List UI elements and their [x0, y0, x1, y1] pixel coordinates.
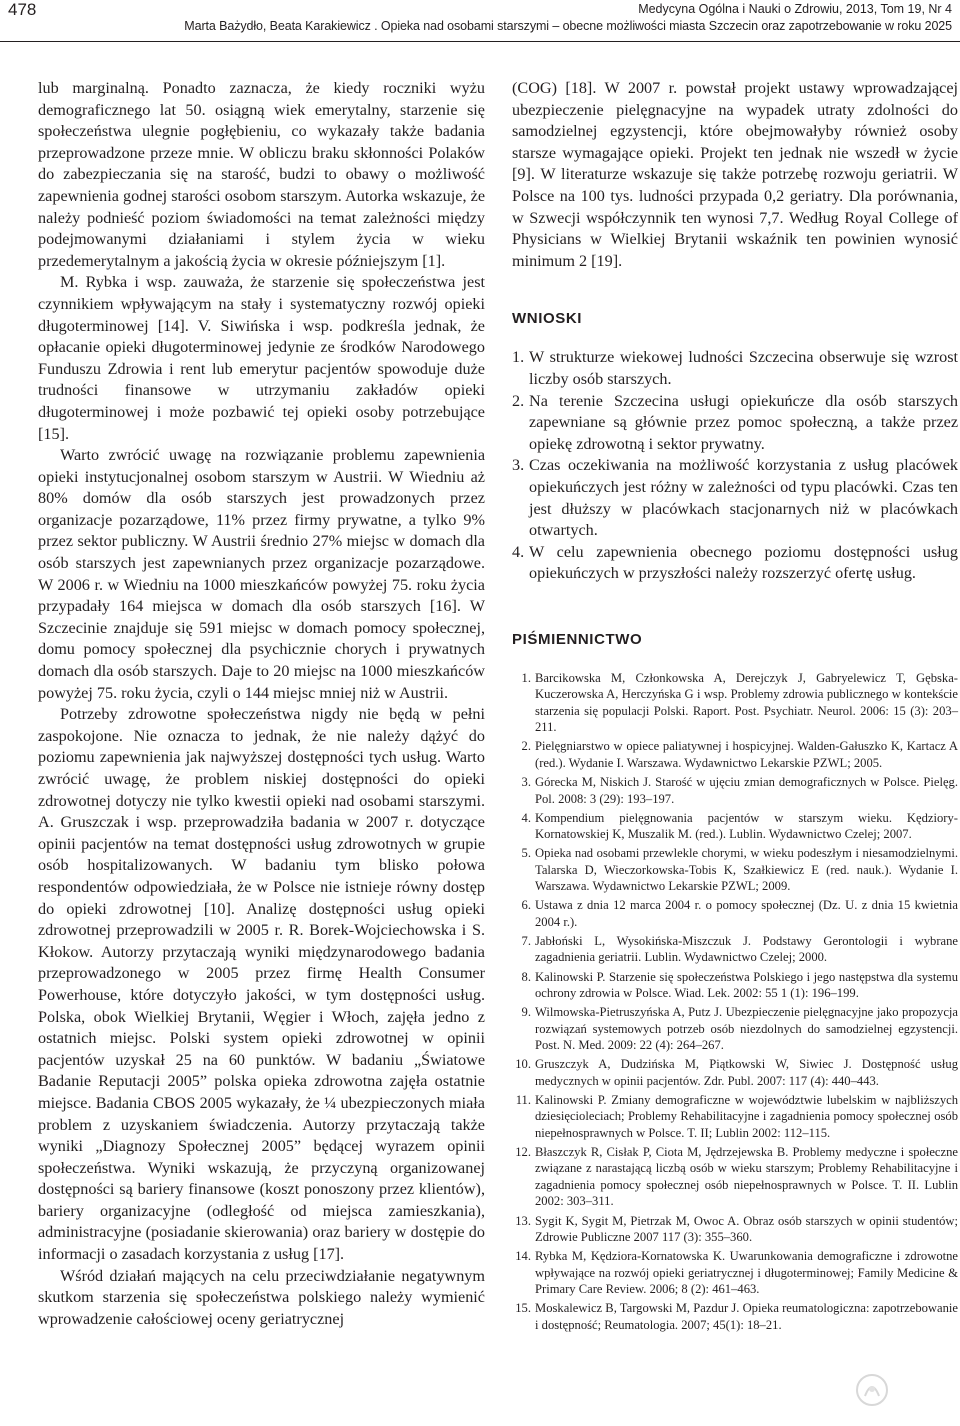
- references-heading: PIŚMIENNICTWO: [512, 630, 643, 648]
- item-number: 1.: [512, 348, 525, 367]
- body-paragraph: Warto zwrócić uwagę na rozwiązanie problemu zapewnienia opieki instytucjonalnej osobom starszym w Austrii. W Wiedniu aż 80% domów dla osób starszych jest prowadzonych przez organizacje pozarządowe, 11% przez firmy prywatne, a tylko 9% przez sektor publiczny. W Austrii średnio 27% miejsc w domach dla osób starszych jest zapewnianych przez organizacje pozarządowe. W 2006 r. w Wiedniu na 1000 mieszkańców powyżej 75. roku życia przypadały 164 miejsca w domach dla osób starszych [16]. W Szczecinie znajduje się 591 miejsc w domach pomocy społecznej, domu pomocy społecznej dla psychicznie chorych i prywatnych domach dla osób starszych. Daje to 20 miejsc na 1000 mieszkańców powyżej 75. roku życia, czyli o 144 miejsc mniej niż w Austrii.: [38, 446, 485, 702]
- reference-text: Pielęgniarstwo w opiece paliatywnej i hospicyjnej. Walden-Gałuszko K, Kartacz A (red.). Wydanie I. Warszawa. Wydawnictwo Lekarskie PZWL; 2005.: [535, 739, 958, 770]
- reference-item: [512, 1004, 958, 1054]
- reference-item: [512, 845, 958, 895]
- body-paragraph: lub marginalną. Ponadto zaznacza, że kiedy roczniki wyżu demograficznego lat 50. osiągną wiek emerytalny, starzenie się społeczeństwa ulegnie pogłębieniu, co wykazały także badania przeprowadzone przeze mnie. W obliczu braku skłonności Polaków do zabezpieczania się na starość, budzi to obawy o możliwość zapewnienia godnej starości osobom starszym. Autorka wskazuje, że należy podnieść poziom świadomości na temat zależności między podejmowanymi działaniami i stylem życia w wieku przedemerytalnym a jakością życia w okresie późniejszym [1].: [38, 79, 485, 270]
- reference-number: 6.: [521, 898, 531, 913]
- reference-item: [512, 1056, 958, 1089]
- references-list: [512, 670, 958, 1333]
- reference-text: Kompendium pielęgnowania pacjentów w starszym wieku. Kędziory-Kornatowskiej K, Muszalik M. (red.). Lublin. Wydawnictwo Czelej; 2007.: [535, 810, 958, 842]
- reference-item: [512, 897, 958, 930]
- list-item: [512, 391, 958, 456]
- journal-title: Medycyna Ogólna i Nauki o Zdrowiu, 2013, Tom 19, Nr 4: [638, 2, 952, 16]
- reference-number: 11.: [515, 1092, 531, 1107]
- reference-number: 12.: [515, 1144, 531, 1159]
- reference-number: 5.: [521, 846, 531, 861]
- reference-text: Gruszczyk A, Dudzińska M, Piątkowski W, Siwiec J. Dostępność usług medycznych w opinii pacjentów. Zdr. Publ. 2007: 117 (4): 440–443.: [535, 1057, 958, 1088]
- list-item: [512, 347, 958, 390]
- item-number: 3.: [512, 456, 525, 475]
- reference-text: Błaszczyk R, Cisłak P, Ciota M, Jędrzejewska B. Problemy medyczne i społeczne związane z narastającą liczbą osób w wieku starszym; Problemy Rehabilitacyjne i zagadnienia pomocy społecznej osób niepełnosprawnych w Polsce. T. II. Lublin 2002: 303–311.: [535, 1144, 958, 1209]
- reference-number: 10.: [515, 1057, 531, 1072]
- reference-number: 15.: [515, 1301, 531, 1316]
- reference-text: Ustawa z dnia 12 marca 2004 r. o pomocy społecznej (Dz. U. z dnia 15 kwietnia 2004 r.).: [535, 898, 958, 929]
- reference-number: 8.: [521, 969, 531, 984]
- reference-item: [512, 774, 958, 807]
- body-paragraph: (COG) [18]. W 2007 r. powstał projekt ustawy wprowadzającej ubezpieczenie pielęgnacyjne na wypadek utraty zdolności do samodzielnej egzystencji, które obejmowałyby również osoby starsze wymagające opieki. Projekt ten jednak nie wszedł w życie [9]. W literaturze wskazuje się także potrzebę rozwoju geriatrii. W Polsce na 100 tys. ludności przypada 0,2 geriatry. Dla porównania, w Szwecji współczynnik ten wynosi 7,7. Według Royal College of Physicians w Wielkiej Brytanii wskaźnik ten powinien wynosić minimum 2 [19].: [512, 79, 958, 270]
- reference-text: Kalinowski P. Zmiany demograficzne w województwie lubelskim w najbliższych dziesięcioleciach; Problemy Rehabilitacyjne i zagadnienia pomocy społecznej osób niepełnosprawnych w Polsce. T. II; Lublin 2002: 112–115.: [535, 1092, 958, 1140]
- list-item: [512, 542, 958, 585]
- item-text: Czas oczekiwania na możliwość korzystania z usług placówek opiekuńczych jest różny w zależności od typu placówki. Czas ten jest dłuższy w placówkach stacjonarnych niż w placówkach otwartych.: [529, 456, 958, 540]
- publisher-watermark-icon: [854, 1372, 890, 1408]
- reference-item: [512, 1300, 958, 1333]
- body-paragraph: M. Rybka i wsp. zauważa, że starzenie się społeczeństwa jest czynnikiem wpływającym na stały i systematyczny rozwój opieki długoterminowej [14]. V. Siwińska i wsp. podkreśla jednak, że opłacanie opieki długoterminowej jedynie ze środków Narodowego Funduszu Zdrowia i rent lub emerytur pacjentów spowoduje duże trudności finansowe w utrzymaniu zakładów opieki długoterminowej i może pozbawić tej opieki osoby potrzebujące [15].: [38, 273, 485, 443]
- reference-item: [512, 969, 958, 1002]
- item-text: W strukturze wiekowej ludności Szczecina obserwuje się wzrost liczby osób starszych.: [529, 348, 958, 388]
- reference-item: [512, 1144, 958, 1210]
- right-column: [512, 78, 958, 1336]
- reference-item: [512, 738, 958, 771]
- reference-number: 1.: [521, 670, 531, 685]
- reference-text: Moskalewicz B, Targowski M, Pazdur J. Opieka reumatologiczna: zapotrzebowanie i dostępność; Reumatologia. 2007; 45(1): 18–21.: [535, 1301, 958, 1332]
- running-title: Marta Bażydło, Beata Karakiewicz . Opieka nad osobami starszymi – obecne możliwości miasta Szczecin oraz zapotrzebowanie w roku 2025: [184, 19, 952, 33]
- reference-number: 14.: [515, 1249, 531, 1264]
- reference-item: [512, 1092, 958, 1142]
- reference-number: 7.: [521, 933, 531, 948]
- left-column: [38, 78, 485, 1330]
- reference-item: [512, 1248, 958, 1298]
- reference-number: 4.: [521, 810, 531, 825]
- reference-item: [512, 933, 958, 966]
- reference-number: 3.: [521, 775, 531, 790]
- reference-number: 2.: [521, 739, 531, 754]
- conclusions-list: [512, 347, 958, 585]
- item-text: Na terenie Szczecina usługi opiekuńcze dla osób starszych zapewniane są głównie przez pomoc społeczną, a także przez opiekę zdrowotną i sektor prywatny.: [529, 391, 958, 453]
- reference-number: 13.: [515, 1213, 531, 1228]
- item-number: 2.: [512, 391, 525, 410]
- reference-text: Opieka nad osobami przewlekle chorymi, w wieku podeszłym i niesamodzielnymi. Talarska D, Wieczorkowska-Tobis K, Szałkiewicz E (red. nauk.). Wydanie I. Warszawa. Wydawnictwo Lekarskie PZWL; 2009.: [535, 846, 958, 894]
- reference-number: 9.: [521, 1005, 531, 1020]
- body-paragraph: Wśród działań mających na celu przeciwdziałanie negatywnym skutkom starzenia się społeczeństwa polskiego należy wymienić wprowadzenie całościowej oceny geriatrycznej: [38, 1266, 485, 1328]
- reference-text: Górecka M, Niskich J. Starość w ujęciu zmian demograficznych w Polsce. Pielęg. Pol. 2008: 3 (29): 193–197.: [535, 775, 958, 806]
- reference-text: Rybka M, Kędziora-Kornatowska K. Uwarunkowania demograficzne i zdrowotne wpływające na rozwój opieki geriatrycznej i długoterminowej; Family Medicine & Primary Care Review. 2006; 8 (2): 461–463.: [535, 1249, 958, 1297]
- reference-item: [512, 1213, 958, 1246]
- item-text: W celu zapewnienia obecnego poziomu dostępności usług opiekuńczych w przyszłości należy rozszerzyć ofertę usług.: [529, 542, 958, 583]
- list-item: [512, 455, 958, 541]
- reference-text: Wilmowska-Pietruszyńska A, Putz J. Ubezpieczenie pielęgnacyjne jako propozycja rozwiązań systemowych potrzeb osób niezdolnych do samodzielnej egzystencji. Post. N. Med. 2009: 22 (4): 264–267.: [535, 1005, 958, 1053]
- body-paragraph: Potrzeby zdrowotne społeczeństwa nigdy nie będą w pełni zaspokojone. Nie oznacza to jednak, że nie należy dążyć do poziomu zapewnienia jak najwyższej dostępności tych usług. Warto zwrócić uwagę, że problem niskiej dostępności do opieki zdrowotnej dotyczy nie tylko kwestii opieki nad osobami starszymi. A. Gruszczak i wsp. przeprowadziła badania w 2007 r. dotyczące opinii pacjentów na temat dostępności usług zdrowotnych w grupie osób hospitalizowanych. W badaniu tym blisko połowa respondentów odpowiedziała, że w Polsce nie istnieje równy dostęp do opieki zdrowotnej [10]. Analizę dostępności usług opieki zdrowotnej przeprowadzili w 2005 r. R. Borek-Wojciechowska i S. Kłokow. Autorzy przytaczają wyniki międzynarodowego badania przeprowadzonego w 2005 przez firmę Health Consumer Powerhouse, które dotyczyło jakości, w tym dostępności usług. Polska, obok Wielkiej Brytanii, Węgier i Włoch, zajęła jedno z ostatnich miejsc. Polski system opieki zdrowotnej w opinii pacjentów uzyskał 25 na 60 punktów. W badaniu „Światowe Badanie Reputacji 2005” polska opieka zdrowotna zajęła ostatnie miejsce. Badania CBOS 2005 wykazały, że ¼ ubezpieczonych miała problem z uzyskaniem świadczenia. Autorzy przytaczają także wyniki „Diagnozy Społecznej 2005” będącej wyrazem opinii społeczeństwa. Wyniki wskazują, że przyczyną organizowanej dostępności są bariery finansowe (koszt ponoszony przez klientów), bariery organizacyjne (odległość od miejsca zamieszkania), administracyjne (posiadanie skierowania) oraz bariery w dostępie do informacji o zasadach korzystania z usług [17].: [38, 705, 485, 1264]
- page-number: 478: [8, 0, 37, 19]
- reference-item: [512, 810, 958, 843]
- reference-text: Kalinowski P. Starzenie się społeczeństwa Polskiego i jego następstwa dla systemu ochrony zdrowia w Polsce. Wiad. Lek. 2002: 55 1 (1): 196–199.: [535, 969, 958, 1001]
- reference-text: Barcikowska M, Członkowska A, Derejczyk J, Gabryelewicz T, Gębska-Kuczerowska A, Herczyńska G i wsp. Problemy zdrowia publicznego w kontekście starzenia się populacji Polski. Raport. Post. Psychiatr. Neurol. 2006: 15 (3): 203–211.: [535, 670, 958, 735]
- conclusions-heading: WNIOSKI: [512, 310, 583, 328]
- reference-item: [512, 670, 958, 736]
- reference-text: Jabłoński L, Wysokińska-Miszczuk J. Podstawy Gerontologii i wybrane zagadnienia geriatrii. Lublin. Wydawnictwo Czelej; 2000.: [535, 933, 958, 965]
- reference-text: Sygit K, Sygit M, Pietrzak M, Owoc A. Obraz osób starszych w opinii studentów; Zdrowie Publiczne 2007 117 (3): 355–360.: [535, 1213, 958, 1244]
- header-rule: [0, 41, 960, 42]
- item-number: 4.: [512, 542, 525, 561]
